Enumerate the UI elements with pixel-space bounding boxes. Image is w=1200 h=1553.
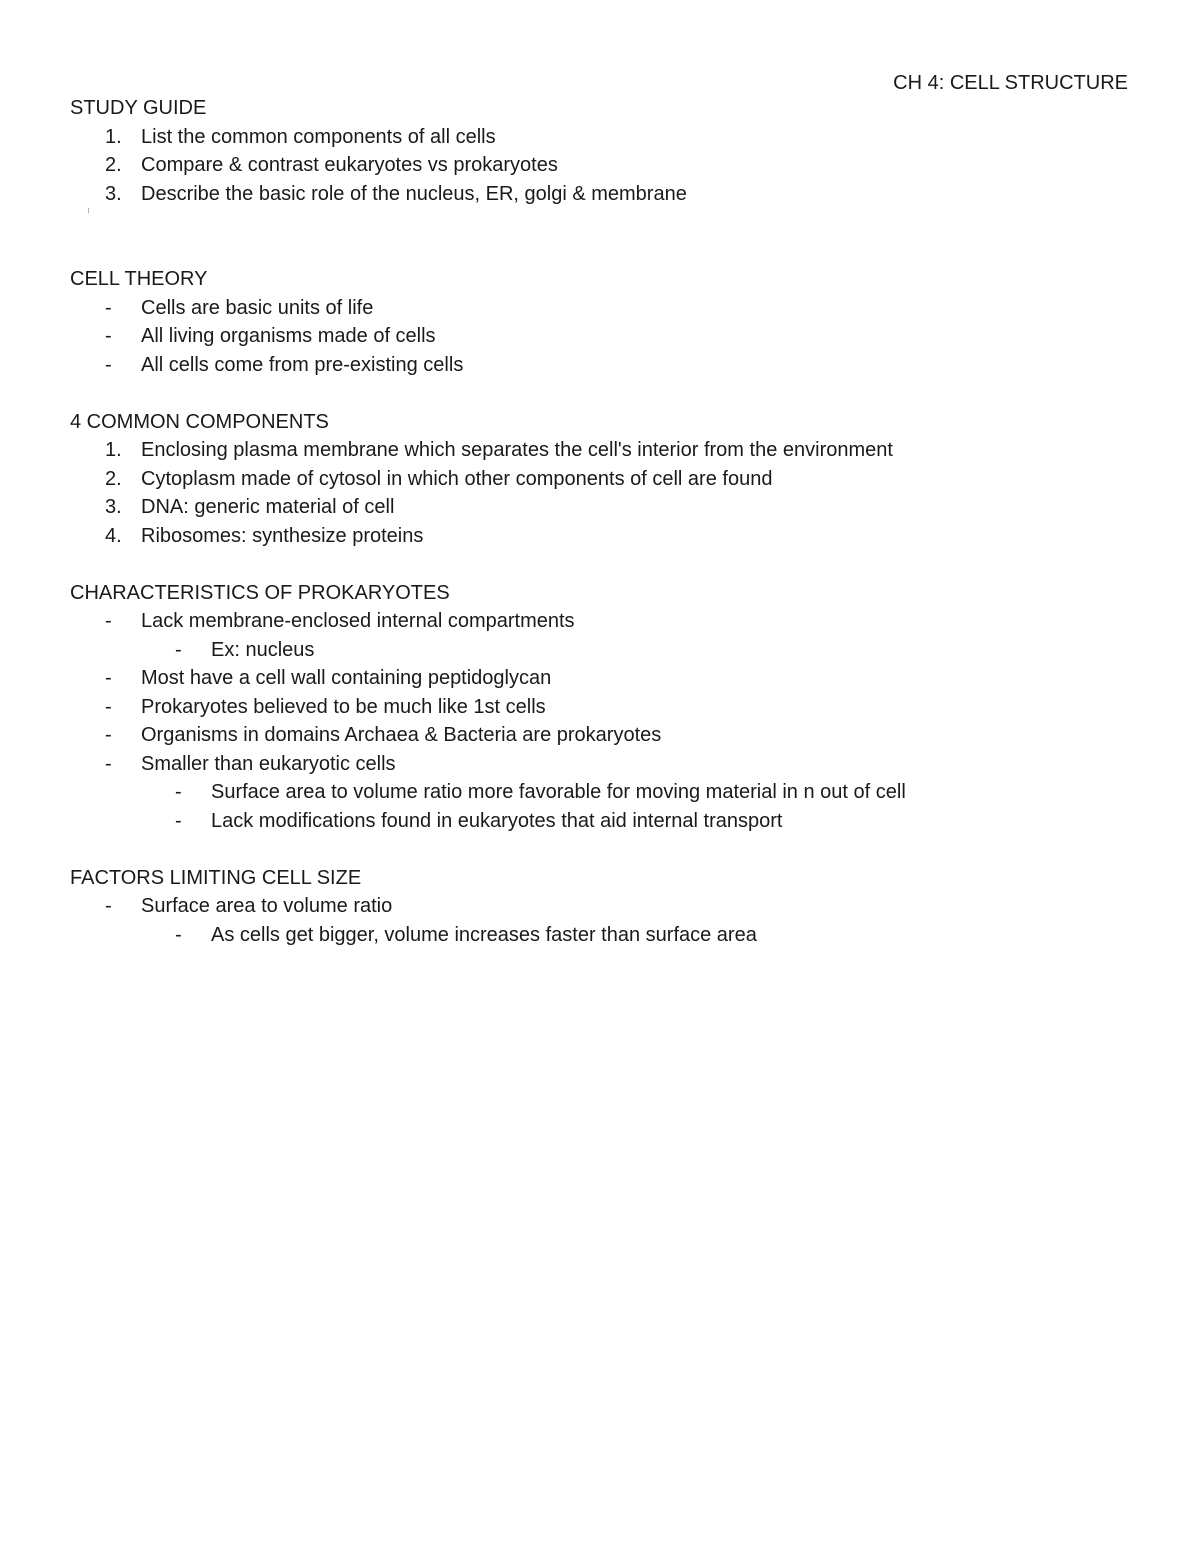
bullet-dash: -: [105, 353, 112, 376]
section-title-cell-theory: CELL THEORY: [70, 268, 208, 290]
section-title-common-components: 4 COMMON COMPONENTS: [70, 410, 329, 433]
list-item-text: All living organisms made of cells: [141, 325, 436, 347]
list-item-text: Compare & contrast eukaryotes vs prokaryotes: [141, 154, 558, 176]
bullet-dash: -: [175, 781, 182, 803]
list-item-text: Organisms in domains Archaea & Bacteria are prokaryotes: [141, 724, 662, 746]
bullet-dash: -: [175, 638, 182, 661]
list-number: 1.: [105, 439, 122, 461]
list-number: 3.: [105, 182, 122, 205]
list-item-text: Enclosing plasma membrane which separates the cell's interior from the environment: [141, 439, 893, 461]
list-item-text: Most have a cell wall containing peptidoglycan: [141, 667, 552, 689]
bullet-dash: -: [105, 325, 112, 347]
bullet-dash: -: [105, 296, 112, 319]
list-item: [70, 323, 1130, 352]
list-item: [70, 751, 1130, 780]
spacer: [70, 209, 1130, 266]
list-item-text: Cells are basic units of life: [141, 296, 374, 319]
list-item-text: List the common components of all cells: [141, 125, 496, 148]
list-item: [70, 722, 1130, 751]
list-item-text: Prokaryotes believed to be much like 1st cells: [141, 695, 546, 718]
list-item: [70, 893, 1130, 922]
bullet-dash: -: [175, 923, 182, 946]
list-item-text: Describe the basic role of the nucleus, ER, golgi & membrane: [141, 182, 687, 205]
list-item-text: Surface area to volume ratio: [141, 895, 393, 917]
sub-list-item: [70, 637, 1130, 666]
list-item-text: All cells come from pre-existing cells: [141, 353, 464, 376]
sub-list-item: [70, 779, 1130, 808]
list-item-text: DNA: generic material of cell: [141, 496, 395, 518]
list-item: [70, 694, 1130, 723]
bullet-dash: -: [105, 895, 112, 917]
spacer: [70, 836, 1130, 865]
list-item: [70, 295, 1130, 324]
bullet-dash: -: [105, 667, 112, 689]
bullet-dash: -: [175, 809, 182, 832]
list-item: [70, 352, 1130, 381]
section-title-prokaryotes: CHARACTERISTICS OF PROKARYOTES: [70, 581, 450, 604]
list-number: 4.: [105, 524, 122, 547]
list-item: [70, 523, 1130, 552]
bullet-dash: -: [105, 610, 112, 632]
list-number: 3.: [105, 496, 122, 518]
spacer: [70, 380, 1130, 409]
list-item: [70, 466, 1130, 495]
list-item-text: Lack modifications found in eukaryotes that aid internal transport: [211, 809, 783, 832]
list-item-text: Cytoplasm made of cytosol in which other components of cell are found: [141, 467, 773, 490]
bullet-dash: -: [105, 695, 112, 718]
list-item-text: Smaller than eukaryotic cells: [141, 752, 396, 775]
list-number: 2.: [105, 154, 122, 176]
list-item-text: Surface area to volume ratio more favorable for moving material in n out of cell: [211, 781, 906, 803]
list-item: [70, 437, 1130, 466]
list-item: [70, 494, 1130, 523]
bullet-dash: -: [105, 724, 112, 746]
list-item: [70, 124, 1130, 153]
list-item-text: Ex: nucleus: [211, 638, 315, 661]
list-number: 2.: [105, 467, 122, 490]
notes-body: [70, 95, 1130, 950]
list-item-text: Ribosomes: synthesize proteins: [141, 524, 424, 547]
sub-list-item: [70, 922, 1130, 951]
section-title-study-guide: STUDY GUIDE: [70, 97, 207, 119]
list-number: 1.: [105, 125, 122, 148]
chapter-title: CH 4: CELL STRUCTURE: [893, 72, 1128, 94]
list-item: [70, 665, 1130, 694]
bullet-dash: -: [105, 752, 112, 775]
list-item-text: Lack membrane-enclosed internal compartments: [141, 610, 575, 632]
spacer: [70, 551, 1130, 580]
list-item: [70, 181, 1130, 210]
section-title-cell-size: FACTORS LIMITING CELL SIZE: [70, 866, 362, 889]
list-item: [70, 608, 1130, 637]
sub-list-item: [70, 808, 1130, 837]
list-item: [70, 152, 1130, 181]
list-item-text: As cells get bigger, volume increases faster than surface area: [211, 923, 757, 946]
